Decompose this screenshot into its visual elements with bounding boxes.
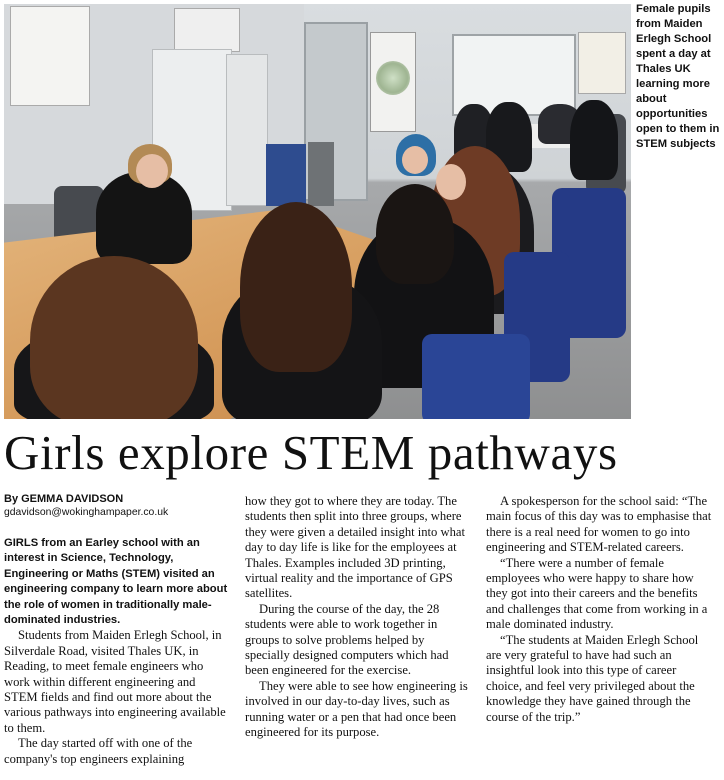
article-lead: GIRLS from an Earley school with an interest in Science, Technology, Engineering or Maths (STEM) visited an engineering company to learn more about the role of women in traditionally male-dominated industries.	[4, 537, 228, 627]
photo-blue-chair	[422, 334, 530, 419]
photo-face	[136, 154, 168, 188]
photo-wall-poster	[10, 6, 90, 106]
photo-face	[436, 164, 466, 200]
photo-door-panel	[226, 54, 268, 206]
photo-caption: Female pupils from Maiden Erlegh School spent a day at Thales UK learning more about opportunities open to them in STEM subjects	[636, 3, 720, 150]
article-paragraph: “There were a number of female employees who were happy to share how they got into their careers and the benefits and challenges that come from working in a male dominated industry.	[486, 555, 708, 632]
photo-person	[570, 100, 618, 180]
article-paragraph: They were able to see how engineering is involved in our day-to-day lives, such as running water or a pen that had once been engineered for its purpose.	[245, 678, 468, 740]
article-column-2	[245, 494, 471, 741]
author-email: gdavidson@wokinghampaper.co.uk	[4, 507, 169, 518]
article-headline: Girls explore STEM pathways	[4, 425, 618, 480]
article-photo	[4, 4, 631, 419]
article-paragraph: how they got to where they are today. The students then split into three groups, where they were given a detailed insight into what day to day life is like for the employees at Thales. Examples included 3D printing, virtual reality and the importance of GPS satellites.	[245, 494, 465, 601]
photo-notice-board	[174, 8, 240, 52]
article-paragraph: Students from Maiden Erlegh School, in Silverdale Road, visited Thales UK, in Reading, to meet female engineers who work within different engineering and STEM fields and find out more about the various pathways into engineering available to them.	[4, 628, 226, 735]
article-column-3	[486, 494, 714, 725]
photo-poster	[578, 32, 626, 94]
photo-hair	[30, 256, 198, 419]
photo-waste-bin	[308, 142, 334, 206]
article-paragraph: “The students at Maiden Erlegh School are very grateful to have had such an insightful look into this type of career choice, and feel very privileged about the knowledge they have gained through the course of the trip.”	[486, 632, 699, 724]
article-paragraph: During the course of the day, the 28 students were able to work together in groups to solve problems helped by specially designed computers which had been engineered for the exercise.	[245, 601, 449, 678]
photo-hair	[376, 184, 454, 284]
article-paragraph: A spokesperson for the school said: “The main focus of this day was to emphasise that there is a real need for women to go into engineering and STEM-related careers.	[486, 494, 712, 555]
article-column-1	[4, 492, 230, 767]
article-paragraph: The day started off with one of the company's top engineers explaining	[4, 736, 193, 766]
byline: By GEMMA DAVIDSON	[4, 493, 124, 505]
photo-hair	[240, 202, 352, 372]
photo-wall-chart	[370, 32, 416, 132]
photo-recycling-bin	[266, 144, 306, 206]
photo-face	[402, 146, 428, 174]
